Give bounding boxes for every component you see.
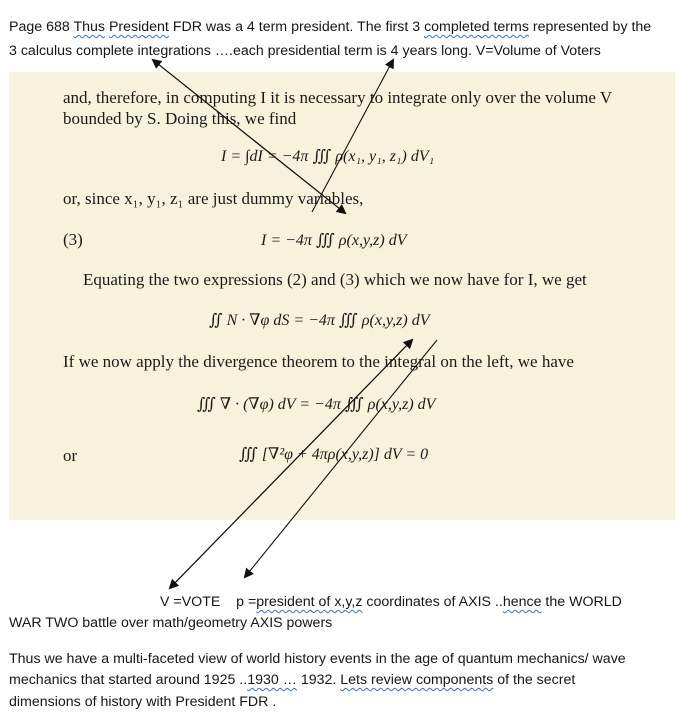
equation-6: ∭ [∇²φ + 4πρ(x,y,z)] dV = 0 — [239, 446, 429, 463]
text-segment: 1932. — [296, 672, 341, 688]
year-1930: 1930 … — [247, 672, 297, 688]
arrow-to-dummy-variables — [153, 60, 345, 213]
word-thus: Thus — [73, 19, 105, 35]
vote-definition: V =VOTE — [160, 594, 221, 610]
text-segment: mechanics that started around 1925 .. — [9, 672, 248, 688]
arrow-to-years-long — [312, 60, 393, 212]
book-text-line: Equating the two expressions (2) and (3) which we now have for I, we get — [83, 270, 587, 289]
equation-5: ∭ ∇ · (∇φ) dV = −4π ∭ ρ(x,y,z) dV — [197, 396, 436, 413]
book-text-line: bounded by S. Doing this, we find — [63, 109, 297, 128]
phrase-completed-terms: completed terms — [424, 19, 529, 35]
text-segment: coordinates of AXIS .. — [362, 594, 503, 610]
word-president: President — [108, 19, 169, 35]
equation-1: I = ∫dI = −4π ∭ ρ(x₁, y₁, z₁) dV₁ — [221, 148, 435, 165]
arrow-to-president — [245, 340, 437, 577]
text-segment: p = — [236, 594, 257, 610]
equation-label: (3) — [63, 230, 83, 249]
page-ref: Page 688 — [9, 19, 74, 35]
closing-paragraph-line-3: dimensions of history with President FDR . — [9, 694, 277, 710]
closing-paragraph-line-2 — [9, 670, 575, 690]
book-text-line: or, since x₁, y₁, z₁ are just dummy variables, — [63, 189, 364, 208]
arrow-to-rho — [170, 340, 412, 588]
bottom-note-line-2: WAR TWO battle over math/geometry AXIS powers — [9, 615, 333, 631]
or-label: or — [63, 446, 78, 465]
top-note-line-2: 3 calculus complete integrations ….each presidential term is 4 years long. V=Volume of Voters — [9, 43, 601, 59]
equation-4: ∬ N · ∇φ dS = −4π ∭ ρ(x,y,z) dV — [209, 312, 430, 329]
book-text-line: If we now apply the divergence theorem to the integral on the left, we have — [63, 352, 574, 371]
text-segment: the WORLD — [541, 594, 622, 610]
phrase-lets-review: Lets review components — [340, 672, 494, 688]
word-hence: hence — [502, 594, 542, 610]
bottom-note-line-1 — [160, 592, 622, 612]
text-segment: of the secret — [493, 672, 576, 688]
phrase-president-of-xyz: president of x,y,z — [256, 594, 363, 610]
text-segment: represented by the — [528, 19, 652, 35]
text-segment: FDR was a 4 term president. The first 3 — [168, 19, 425, 35]
book-text-line: and, therefore, in computing I it is necessary to integrate only over the volume V — [63, 88, 613, 107]
equation-3: I = −4π ∭ ρ(x,y,z) dV — [261, 232, 407, 249]
closing-paragraph-line-1: Thus we have a multi-faceted view of world history events in the age of quantum mechanics/ wave — [9, 651, 626, 667]
